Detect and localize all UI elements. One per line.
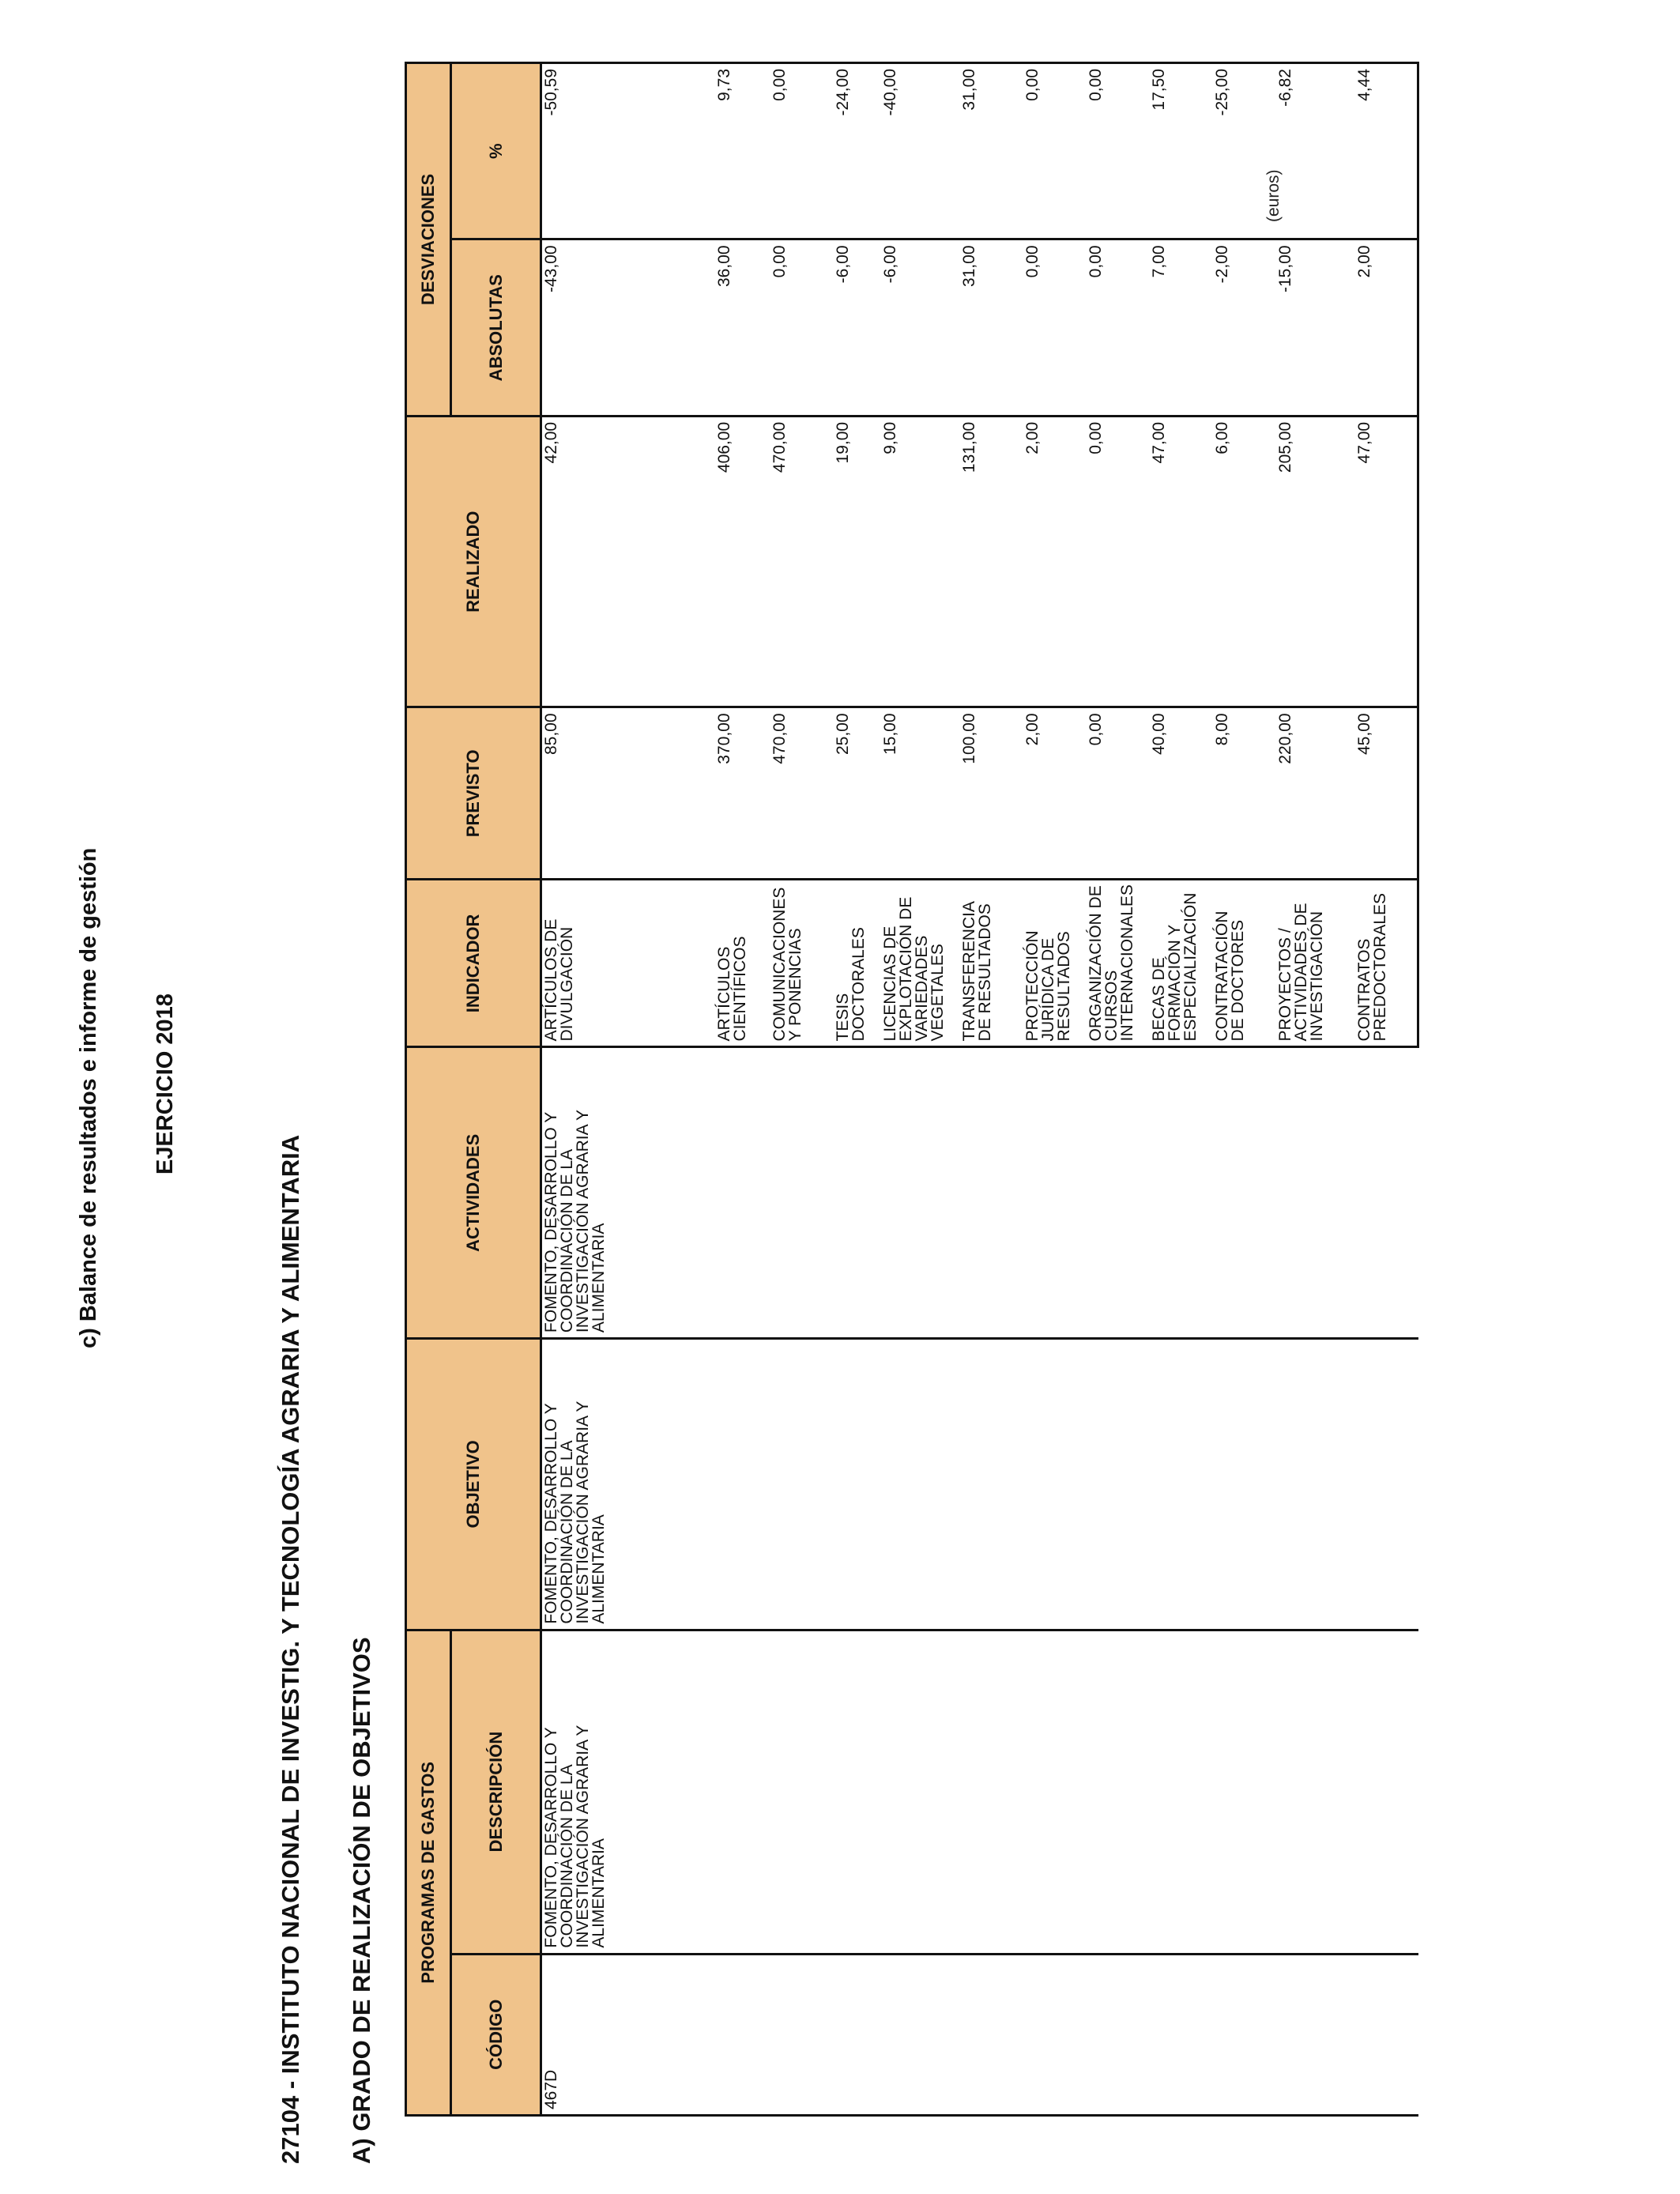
planned-cell: 25,00 [834, 707, 881, 880]
indicator-cell: PROTECCIÓN JURÍDICA DE RESULTADOS [1023, 880, 1087, 1047]
planned-cell: 470,00 [770, 707, 834, 880]
achieved-cell: 470,00 [770, 416, 834, 707]
indicator-cell: COMUNICACIONES Y PONENCIAS [770, 880, 834, 1047]
activities-header: ACTIVIDADES [406, 1047, 541, 1339]
percent-cell: 9,73 [715, 63, 770, 239]
planned-cell: 15,00 [881, 707, 960, 880]
percent-cell: 4,44 [1355, 63, 1418, 239]
description-header: DESCRIPCIÓN [451, 1630, 541, 1954]
achieved-cell: 42,00 [541, 416, 715, 707]
program-description-cell: FOMENTO, DESARROLLO Y COORDINACIÓN DE LA INVESTIGACIÓN AGRARIA Y ALIMENTARIA [541, 1630, 1418, 1954]
units-label: (euros) [1264, 169, 1283, 222]
percent-cell: -6,82 [1276, 63, 1355, 239]
percent-cell: 17,50 [1150, 63, 1213, 239]
planned-cell: 45,00 [1355, 707, 1418, 880]
indicator-cell: TRANSFERENCIA DE RESULTADOS [960, 880, 1023, 1047]
absolute-cell: -2,00 [1213, 239, 1276, 416]
absolute-cell: -43,00 [541, 239, 715, 416]
programs-group-header: PROGRAMAS DE GASTOS [406, 1630, 451, 2115]
percent-header: % [451, 63, 541, 239]
achieved-cell: 406,00 [715, 416, 770, 707]
achieved-cell: 9,00 [881, 416, 960, 707]
indicator-cell: ARTÍCULOS DE DIVULGACIÓN [541, 880, 715, 1047]
table-body [541, 63, 1418, 2116]
absolute-cell: 0,00 [1023, 239, 1087, 416]
code-header: CÓDIGO [451, 1954, 541, 2115]
indicator-cell: PROYECTOS / ACTIVIDADES DE INVESTIGACIÓN [1276, 880, 1355, 1047]
absolute-cell: -15,00 [1276, 239, 1355, 416]
planned-cell: 220,00 [1276, 707, 1355, 880]
planned-cell: 2,00 [1023, 707, 1087, 880]
program-activities-cell: FOMENTO, DESARROLLO Y COORDINACIÓN DE LA INVESTIGACIÓN AGRARIA Y ALIMENTARIA [541, 1047, 1418, 1339]
percent-cell: 0,00 [1087, 63, 1150, 239]
entity-title: 27104 - INSTITUTO NACIONAL DE INVESTIG. Y TECNOLOGÍA AGRARIA Y ALIMENTARIA [277, 1134, 304, 2164]
absolute-header: ABSOLUTAS [451, 239, 541, 416]
absolute-cell: 2,00 [1355, 239, 1418, 416]
planned-cell: 85,00 [541, 707, 715, 880]
planned-cell: 8,00 [1213, 707, 1276, 880]
absolute-cell: 36,00 [715, 239, 770, 416]
planned-cell: 0,00 [1087, 707, 1150, 880]
percent-cell: -24,00 [834, 63, 881, 239]
objective-header: OBJETIVO [406, 1339, 541, 1630]
achieved-cell: 19,00 [834, 416, 881, 707]
deviations-group-header: DESVIACIONES [406, 63, 451, 417]
achieved-cell: 205,00 [1276, 416, 1355, 707]
indicator-cell: TESIS DOCTORALES [834, 880, 881, 1047]
absolute-cell: -6,00 [881, 239, 960, 416]
percent-cell: -50,59 [541, 63, 715, 239]
planned-cell: 370,00 [715, 707, 770, 880]
indicator-cell: ORGANIZACIÓN DE CURSOS INTERNACIONALES [1087, 880, 1150, 1047]
table-header [406, 63, 541, 2116]
achieved-header: REALIZADO [406, 416, 541, 707]
indicator-cell: CONTRATACIÓN DE DOCTORES [1213, 880, 1276, 1047]
achieved-cell: 47,00 [1355, 416, 1418, 707]
program-objective-cell: FOMENTO, DESARROLLO Y COORDINACIÓN DE LA INVESTIGACIÓN AGRARIA Y ALIMENTARIA [541, 1339, 1418, 1630]
indicator-cell: ARTÍCULOS CIENTÍFICOS [715, 880, 770, 1047]
table-subtitle: A) GRADO DE REALIZACIÓN DE OBJETIVOS [348, 1637, 375, 2164]
absolute-cell: 7,00 [1150, 239, 1213, 416]
achieved-cell: 6,00 [1213, 416, 1276, 707]
table-row [541, 63, 715, 2116]
absolute-cell: -6,00 [834, 239, 881, 416]
absolute-cell: 31,00 [960, 239, 1023, 416]
indicator-cell: BECAS DE FORMACIÓN Y ESPECIALIZACIÓN [1150, 880, 1213, 1047]
percent-cell: -40,00 [881, 63, 960, 239]
achieved-cell: 0,00 [1087, 416, 1150, 707]
planned-cell: 40,00 [1150, 707, 1213, 880]
achieved-cell: 2,00 [1023, 416, 1087, 707]
absolute-cell: 0,00 [770, 239, 834, 416]
program-code-cell: 467D [541, 1954, 1418, 2115]
indicator-cell: LICENCIAS DE EXPLOTACIÓN DE VARIEDADES VEGETALES [881, 880, 960, 1047]
percent-cell: -25,00 [1213, 63, 1276, 239]
percent-cell: 0,00 [1023, 63, 1087, 239]
percent-cell: 31,00 [960, 63, 1023, 239]
section-title: c) Balance de resultados e informe de gestión [76, 847, 101, 1348]
objectives-table [405, 62, 1419, 2117]
absolute-cell: 0,00 [1087, 239, 1150, 416]
fiscal-year-title: EJERCICIO 2018 [153, 993, 178, 1174]
achieved-cell: 47,00 [1150, 416, 1213, 707]
planned-header: PREVISTO [406, 707, 541, 880]
planned-cell: 100,00 [960, 707, 1023, 880]
indicator-cell: CONTRATOS PREDOCTORALES [1355, 880, 1418, 1047]
percent-cell: 0,00 [770, 63, 834, 239]
achieved-cell: 131,00 [960, 416, 1023, 707]
indicator-header: INDICADOR [406, 880, 541, 1047]
